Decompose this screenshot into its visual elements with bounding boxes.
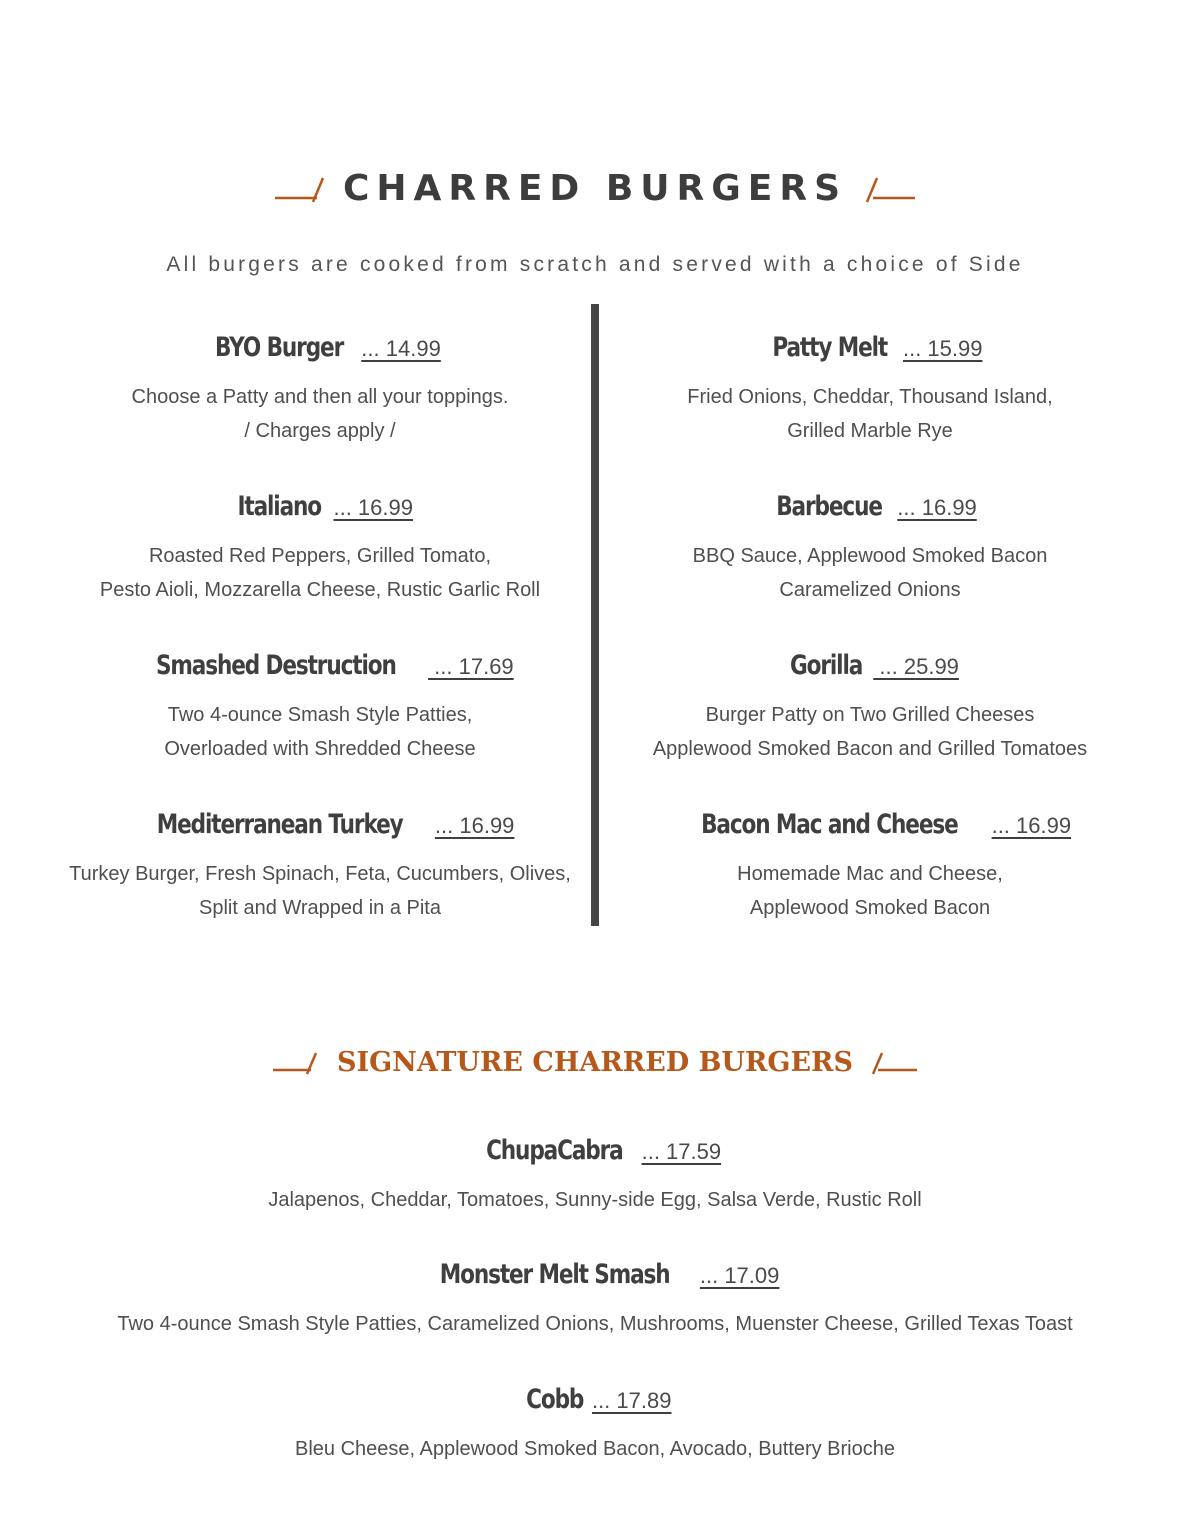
description-line: Grilled Marble Rye bbox=[787, 420, 953, 442]
menu-item-price: ... 14.99 bbox=[361, 336, 441, 361]
menu-item-heading bbox=[199, 328, 441, 372]
menu-item-price: ... 17.09 bbox=[699, 1263, 780, 1288]
menu-item-name: BYO Burger bbox=[215, 332, 344, 363]
menu-item bbox=[590, 328, 1150, 487]
description-line: Roasted Red Peppers, Grilled Tomato, bbox=[148, 545, 492, 567]
menu-item-name: Barbecue bbox=[776, 491, 883, 522]
signature-item bbox=[0, 1380, 1190, 1466]
description-line: Split and Wrapped in a Pita bbox=[198, 897, 441, 919]
left-menu-column bbox=[40, 328, 600, 964]
menu-item-description bbox=[40, 539, 600, 607]
menu-item-name: Cobb bbox=[525, 1384, 583, 1415]
menu-item-description bbox=[40, 698, 600, 766]
description-line: Choose a Patty and then all your toppings. bbox=[131, 386, 509, 408]
signature-item bbox=[0, 1255, 1190, 1341]
menu-item-description: Bleu Cheese, Applewood Smoked Bacon, Avocado, Buttery Brioche bbox=[294, 1438, 895, 1460]
menu-item-heading bbox=[781, 646, 959, 690]
description-line: Homemade Mac and Cheese, bbox=[737, 863, 1003, 885]
menu-item-description bbox=[40, 380, 600, 448]
menu-item-name: Gorilla bbox=[790, 650, 863, 681]
menu-item-price: ... 16.99 bbox=[333, 495, 413, 520]
description-line: Applewood Smoked Bacon and Grilled Tomatoes bbox=[652, 738, 1088, 760]
page-subtitle: All burgers are cooked from scratch and served with a choice of Side bbox=[166, 253, 1024, 276]
menu-item-heading bbox=[763, 487, 977, 531]
menu-item-name: Bacon Mac and Cheese bbox=[700, 809, 958, 840]
menu-item bbox=[0, 1255, 1190, 1341]
menu-item-heading bbox=[469, 1131, 721, 1175]
signature-item bbox=[0, 1131, 1190, 1217]
description-line: Fried Onions, Cheddar, Thousand Island, bbox=[687, 386, 1053, 408]
menu-item-heading bbox=[411, 1255, 780, 1299]
left-slash-decoration-icon bbox=[273, 1049, 321, 1075]
menu-item-description: Jalapenos, Cheddar, Tomatoes, Sunny-side Egg, Salsa Verde, Rustic Roll bbox=[268, 1189, 922, 1211]
menu-item-price: ... 17.89 bbox=[591, 1388, 672, 1413]
menu-item-price: ... 17.69 bbox=[428, 654, 514, 679]
menu-item-description bbox=[590, 539, 1150, 607]
menu-item-price: ... 16.99 bbox=[434, 813, 515, 838]
description-line: Overloaded with Shredded Cheese bbox=[164, 738, 476, 760]
menu-item bbox=[40, 646, 600, 805]
menu-item-name: Smashed Destruction bbox=[156, 650, 397, 681]
menu-item-name: Monster Melt Smash bbox=[439, 1259, 670, 1290]
menu-item bbox=[590, 646, 1150, 805]
menu-item bbox=[590, 487, 1150, 646]
menu-item-description: Two 4-ounce Smash Style Patties, Caramelized Onions, Mushrooms, Muenster Cheese, Grilled Texas Toast bbox=[117, 1313, 1073, 1335]
description-line: Pesto Aioli, Mozzarella Cheese, Rustic Garlic Roll bbox=[99, 579, 541, 601]
menu-item-heading bbox=[758, 328, 983, 372]
menu-item-description bbox=[40, 857, 600, 925]
menu-item bbox=[590, 805, 1150, 964]
description-line: Two 4-ounce Smash Style Patties, bbox=[167, 704, 473, 726]
menu-item-description bbox=[590, 698, 1150, 766]
menu-item-price: ... 16.99 bbox=[897, 495, 977, 520]
menu-item-name: Italiano bbox=[237, 491, 322, 522]
menu-item-heading bbox=[669, 805, 1071, 849]
menu-item-name: ChupaCabra bbox=[485, 1135, 623, 1166]
description-line: Applewood Smoked Bacon bbox=[749, 897, 991, 919]
main-section-header bbox=[0, 162, 1190, 214]
page-title: CHARRED BURGERS bbox=[342, 167, 848, 209]
menu-item-heading bbox=[519, 1380, 672, 1424]
menu-item-heading bbox=[227, 487, 413, 531]
signature-title: SIGNATURE CHARRED BURGERS bbox=[337, 1046, 853, 1078]
menu-item bbox=[0, 1380, 1190, 1466]
menu-item-heading bbox=[126, 646, 513, 690]
menu-item bbox=[40, 805, 600, 964]
menu-item-price: ... 17.59 bbox=[641, 1139, 722, 1164]
menu-item-price: ... 25.99 bbox=[873, 654, 959, 679]
menu-item-price: ... 15.99 bbox=[902, 336, 983, 361]
menu-item-price: ... 16.99 bbox=[991, 813, 1072, 838]
description-line: BBQ Sauce, Applewood Smoked Bacon bbox=[692, 545, 1048, 567]
description-line: / Charges apply / bbox=[244, 420, 396, 442]
menu-item-heading bbox=[126, 805, 515, 849]
menu-item-description bbox=[590, 380, 1150, 448]
menu-item-name: Mediterranean Turkey bbox=[156, 809, 403, 840]
description-line: Turkey Burger, Fresh Spinach, Feta, Cucumbers, Olives, bbox=[69, 863, 571, 885]
menu-item bbox=[0, 1131, 1190, 1217]
menu-item-description bbox=[590, 857, 1150, 925]
left-slash-decoration-icon bbox=[275, 173, 327, 203]
description-line: Caramelized Onions bbox=[779, 579, 961, 601]
menu-item bbox=[40, 487, 600, 646]
right-slash-decoration-icon bbox=[869, 1049, 917, 1075]
signature-section-header bbox=[0, 1040, 1190, 1084]
menu-item bbox=[40, 328, 600, 487]
right-menu-column bbox=[590, 328, 1150, 964]
right-slash-decoration-icon bbox=[863, 173, 915, 203]
description-line: Burger Patty on Two Grilled Cheeses bbox=[705, 704, 1035, 726]
menu-item-name: Patty Melt bbox=[771, 332, 887, 363]
